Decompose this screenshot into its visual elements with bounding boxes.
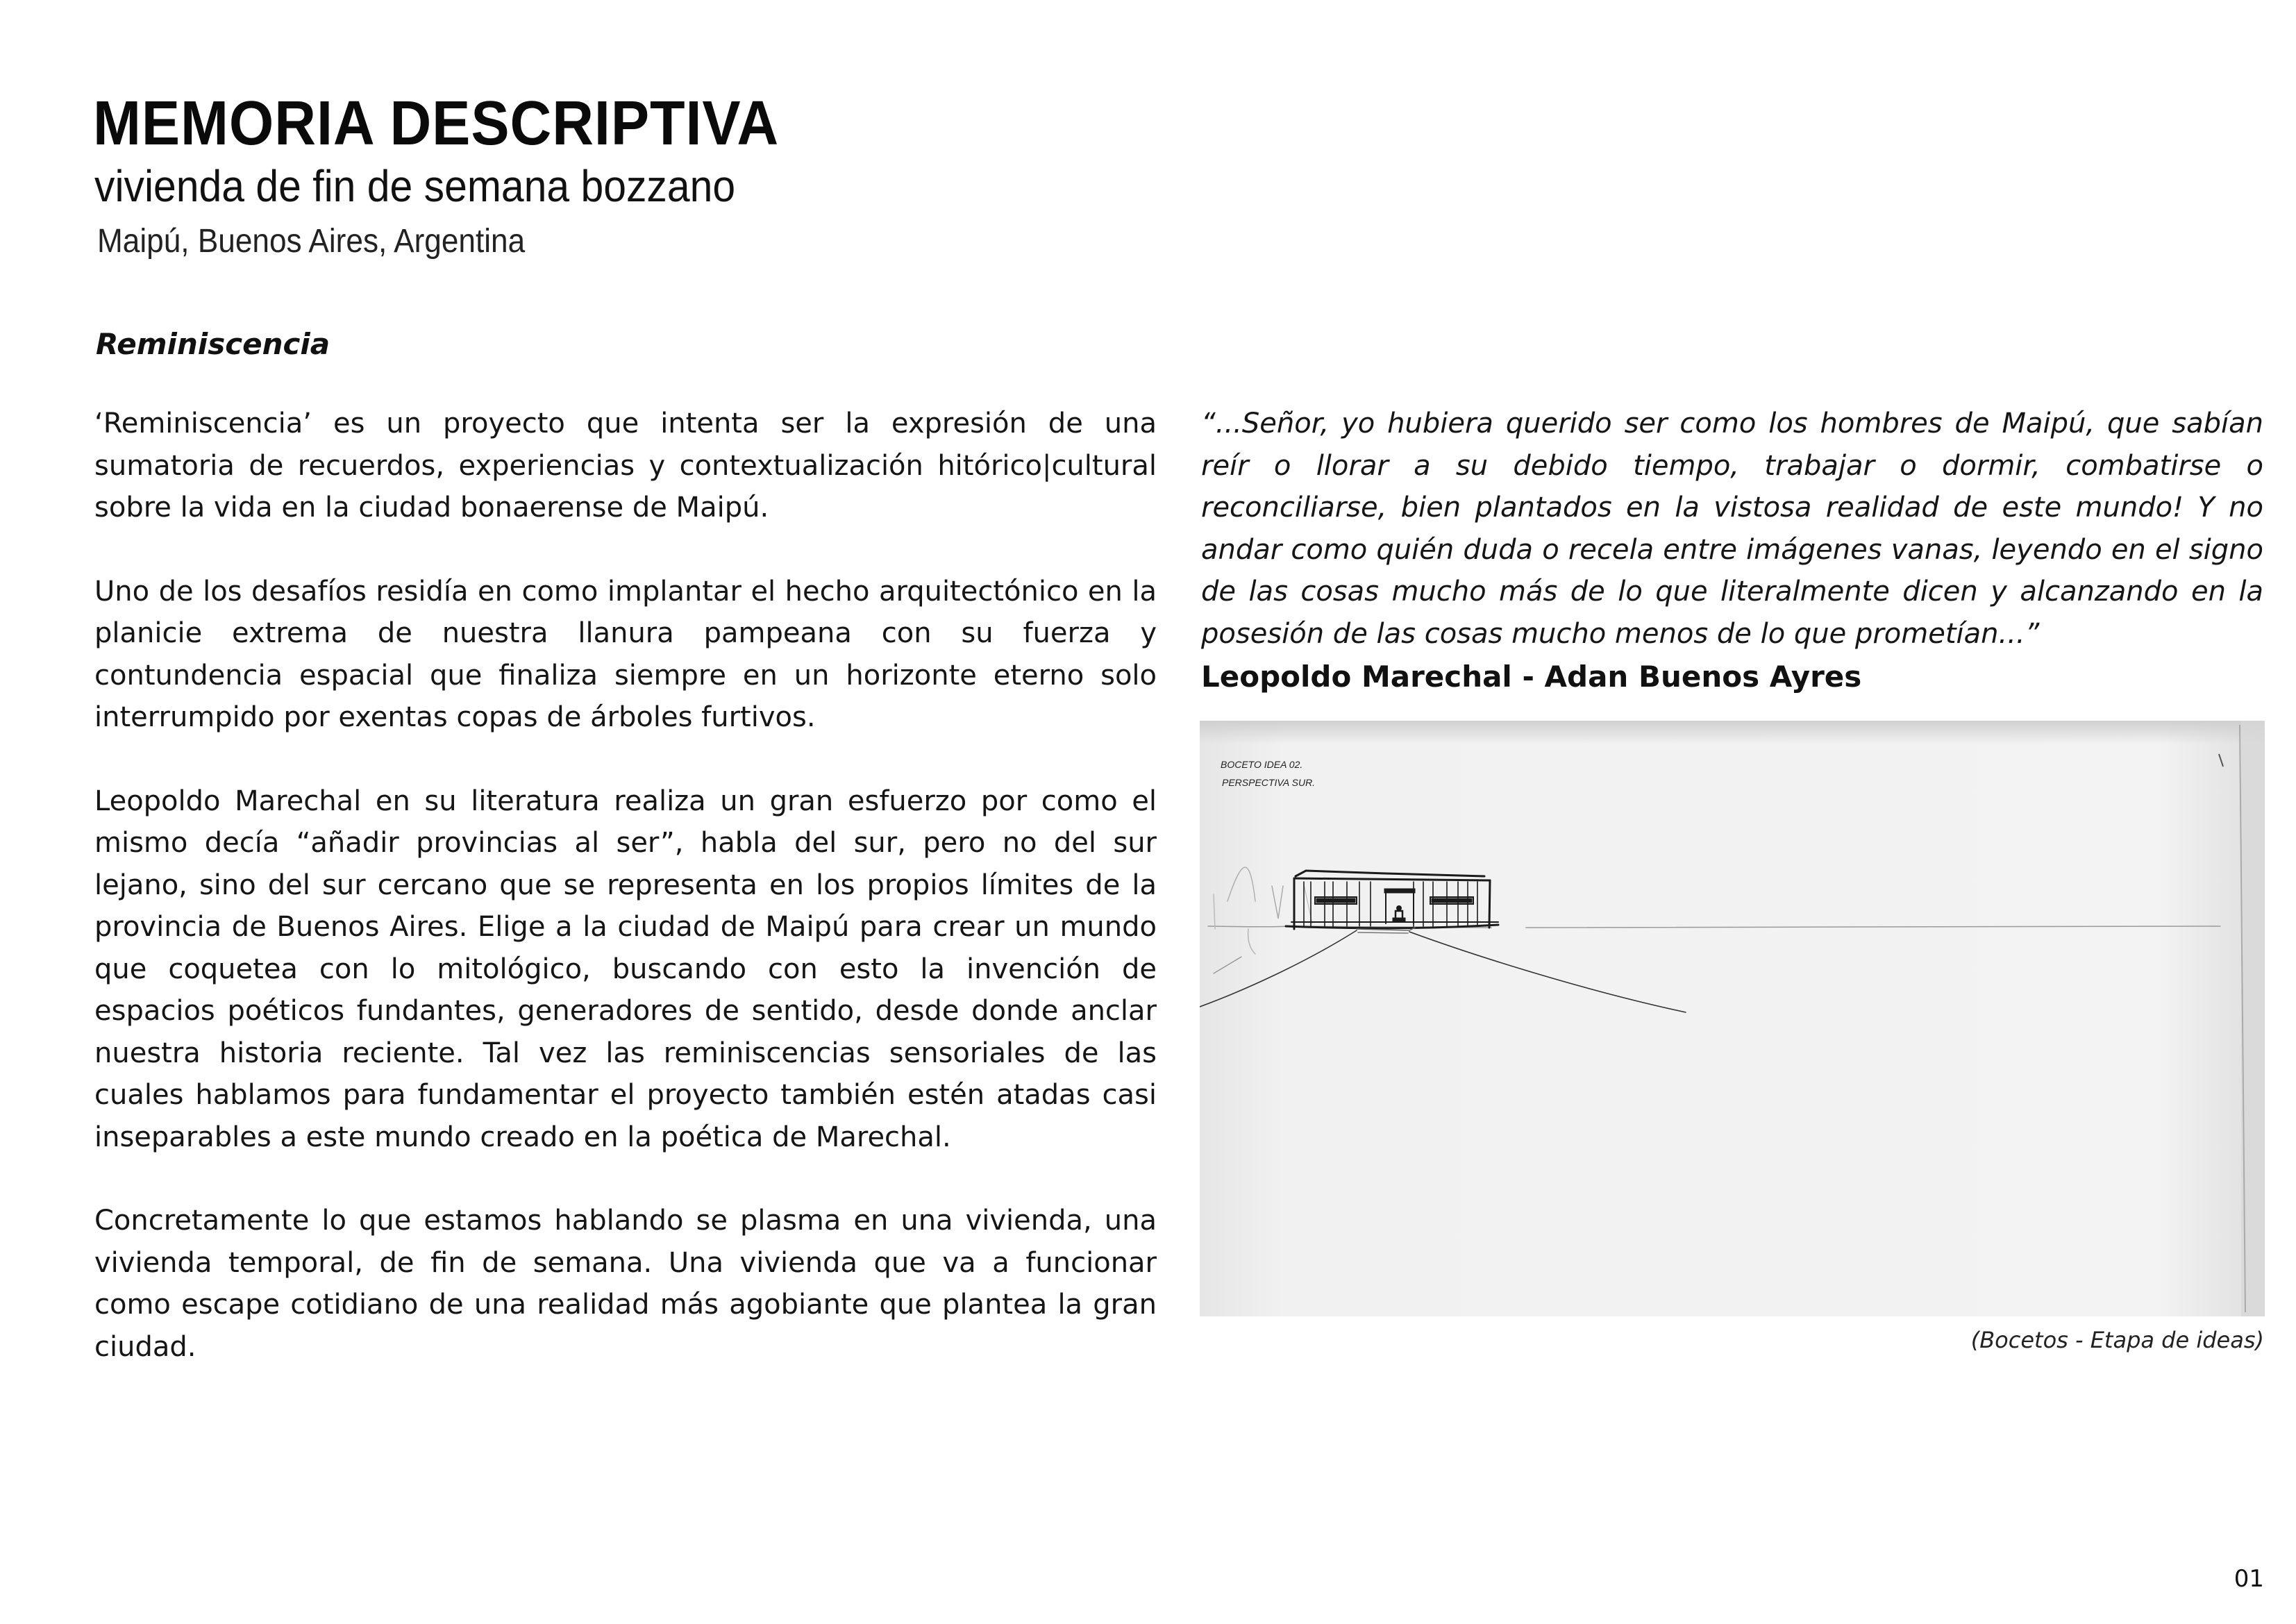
- body-text-column: [94, 403, 1157, 1409]
- quote-block: [1201, 403, 2263, 699]
- body-paragraph-2: Uno de los desafíos residía en como implantar el hecho arquitectónico en la planicie extrema de nuestra llanura pampeana con su fuerza y contundencia espacial que finaliza siempre en un horizonte eterno solo interrumpido por exentas copas de árboles furtivos.: [94, 575, 1157, 733]
- body-paragraph-3: Leopoldo Marechal en su literatura realiza un gran esfuerzo por como el mismo decía “añadir provincias al ser”, habla del sur, pero no del sur lejano, sino del sur cercano que se representa en los propios límites de la provincia de Buenos Aires. Elige a la ciudad de Maipú para crear un mundo que coquetea con lo mitológico, buscando con esto la invención de espacios poéticos fundantes, generadores de sentido, desde donde anclar nuestra historia reciente. Tal vez las reminiscencias sensoriales de las cuales hablamos para fundamentar el proyecto también estén atadas casi inseparables a este mundo creado en la poética de Marechal.: [94, 785, 1157, 1153]
- page-number: 01: [2234, 1565, 2264, 1593]
- sketch-note-line-2: PERSPECTIVA SUR.: [1222, 777, 1316, 788]
- image-caption: (Bocetos - Etapa de ideas): [1970, 1327, 2264, 1353]
- sketch-note-line-1: BOCETO IDEA 02.: [1221, 759, 1303, 770]
- sketch-image: [1200, 721, 2265, 1316]
- quote-author: Leopoldo Marechal - Adan Buenos Ayres: [1201, 660, 1862, 694]
- body-paragraph-4: Concretamente lo que estamos hablando se plasma en una vivienda, una vivienda temporal, de fin de semana. Una vivienda que va a funcionar como escape cotidiano de una realidad más agobiante que plantea la gran ciudad.: [94, 1205, 1157, 1363]
- quote-text: “...Señor, yo hubiera querido ser como los hombres de Maipú, que sabían reír o llorar a su debido tiempo, trabajar o dormir, combatirse o reconciliarse, bien plantados en la vistosa realidad de este mundo! Y no andar como quién duda o recela entre imágenes vanas, leyendo en el signo de las cosas mucho más de lo que literalmente dicen y alcanzando en la posesión de las cosas mucho menos de lo que prometían...”: [1201, 408, 2263, 650]
- project-location: Maipú, Buenos Aires, Argentina: [97, 223, 526, 260]
- section-heading: Reminiscencia: [96, 327, 330, 361]
- body-paragraph-1: ‘Reminiscencia’ es un proyecto que intenta ser la expresión de una sumatoria de recuerdos, experiencias y contextualización hitórico|cultural sobre la vida en la ciudad bonaerense de Maipú.: [94, 408, 1157, 524]
- document-title: MEMORIA DESCRIPTIVA: [93, 89, 780, 158]
- project-subtitle: vivienda de fin de semana bozzano: [94, 161, 736, 211]
